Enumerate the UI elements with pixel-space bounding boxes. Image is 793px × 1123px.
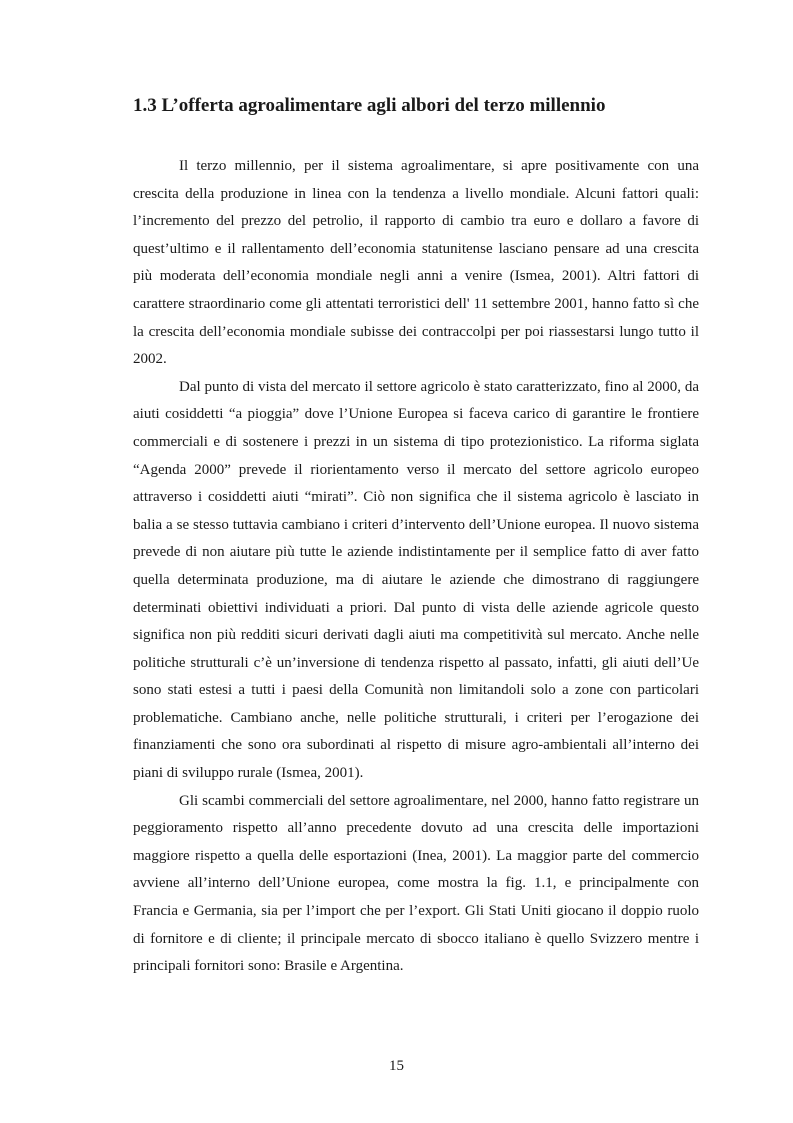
page-number: 15 (389, 1058, 404, 1074)
body-text (133, 153, 699, 981)
section-title: 1.3 L’offerta agroalimentare agli albori del terzo millennio (133, 95, 606, 116)
paragraph: Dal punto di vista del mercato il settore agricolo è stato caratterizzato, fino al 2000, da aiuti cosiddetti “a pioggia” dove l’Unione Europea si faceva carico di garantire le frontiere commerciali e di sostenere i prezzi in un sistema di tipo protezionistico. La riforma siglata “Agenda 2000” prevede il riorientamento verso il mercato del settore agricolo europeo attraverso i cosiddetti aiuti “mirati”. Ciò non significa che il sistema agricolo è lasciato in balia a se stesso tuttavia cambiano i criteri d’intervento dell’Unione europea. Il nuovo sistema prevede di non aiutare più tutte le aziende indistintamente per il semplice fatto di aver fatto quella determinata produzione, ma di aiutare le aziende che dimostrano di raggiungere determinati obiettivi individuati a priori. Dal punto di vista delle aziende agricole questo significa non più redditi sicuri derivati dagli aiuti ma competitività sul mercato. Anche nelle politiche strutturali c’è un’inversione di tendenza rispetto al passato, infatti, gli aiuti dell’Ue sono stati estesi a tutti i paesi della Comunità non limitandoli solo a zone con particolari problematiche. Cambiano anche, nelle politiche strutturali, i criteri per l’erogazione dei finanziamenti che sono ora subordinati al rispetto di misure agro-ambientali all’interno dei piani di sviluppo rurale (Ismea, 2001). (133, 378, 699, 782)
paragraph: Gli scambi commerciali del settore agroalimentare, nel 2000, hanno fatto registrare un peggioramento rispetto all’anno precedente dovuto ad una crescita delle importazioni maggiore rispetto a quella delle esportazioni (Inea, 2001). La maggior parte del commercio avviene all’interno dell’Unione europea, come mostra la fig. 1.1, e principalmente con Francia e Germania, sia per l’import che per l’export. Gli Stati Uniti giocano il doppio ruolo di fornitore e di cliente; il principale mercato di sbocco italiano è quello Svizzero mentre i principali fornitori sono: Brasile e Argentina. (133, 792, 699, 975)
paragraph: Il terzo millennio, per il sistema agroalimentare, si apre positivamente con una crescita della produzione in linea con la tendenza a livello mondiale. Alcuni fattori quali: l’incremento del prezzo del petrolio, il rapporto di cambio tra euro e dollaro a favore di quest’ultimo e il rallentamento dell’economia statunitense lasciano pensare ad una crescita più moderata dell’economia mondiale negli anni a venire (Ismea, 2001). Altri fattori di carattere straordinario come gli attentati terroristici dell' 11 settembre 2001, hanno fatto sì che la crescita dell’economia mondiale subisse dei contraccolpi per poi riassestarsi lungo tutto il 2002. (133, 158, 699, 368)
